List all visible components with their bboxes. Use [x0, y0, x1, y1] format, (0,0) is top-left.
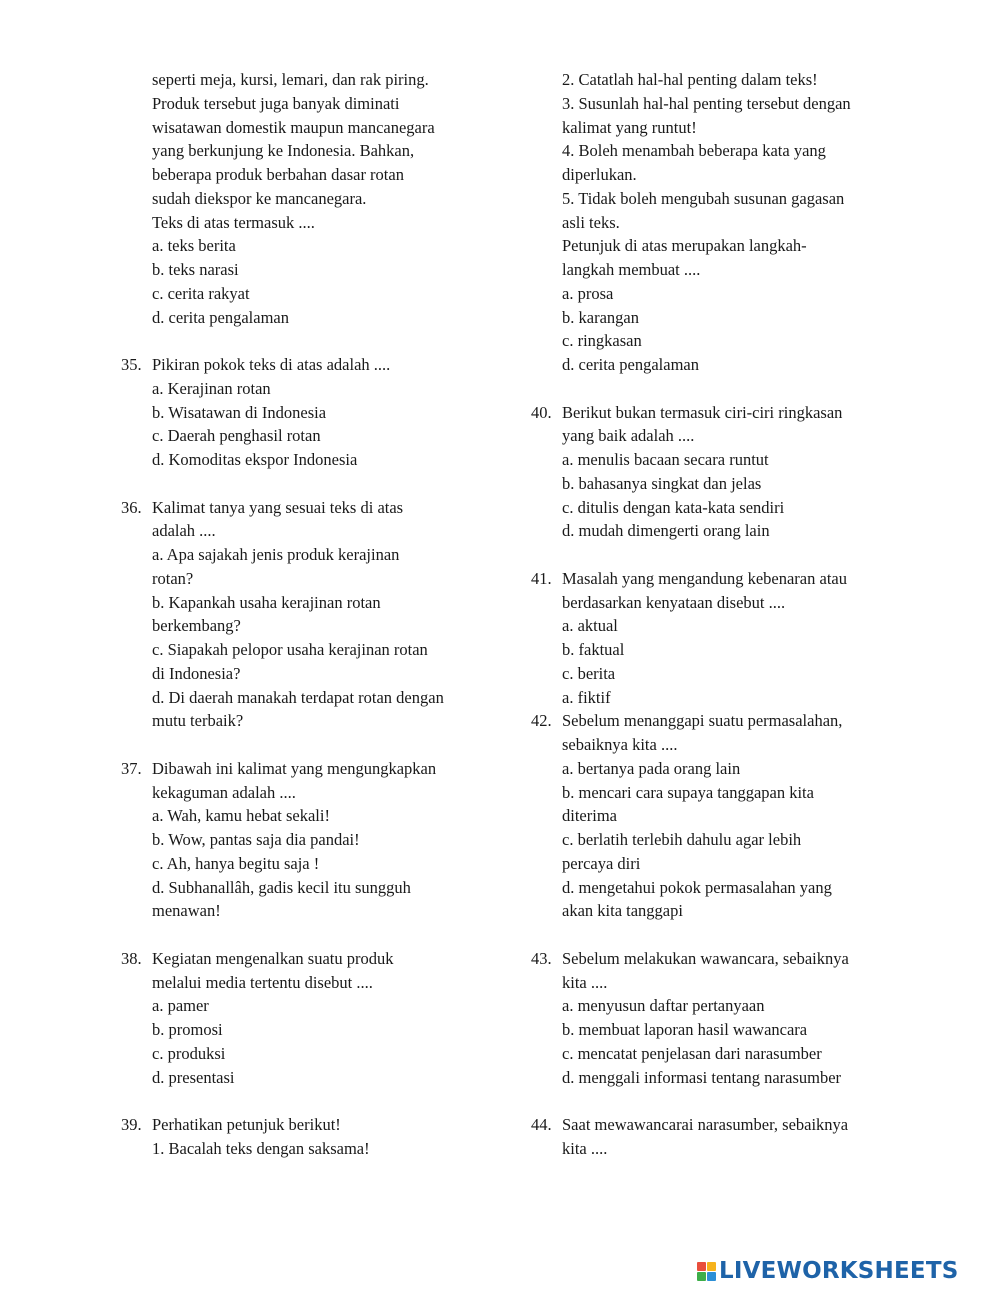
text-line: Teks di atas termasuk ....	[152, 212, 315, 232]
question-number: 35.	[121, 355, 142, 374]
question-text: Sebelum menanggapi suatu permasalahan,	[562, 711, 843, 731]
question-text-line: 1. Bacalah teks dengan saksama!	[152, 1138, 370, 1158]
question-text: Saat mewawancarai narasumber, sebaiknya	[562, 1115, 849, 1134]
question-number: 36.	[121, 497, 142, 517]
answer-option: d. menggali informasi tentang narasumber	[562, 1067, 842, 1087]
answer-option: b. karangan	[562, 307, 639, 327]
answer-option: a. pamer	[152, 996, 209, 1016]
answer-option: d. Di daerah manakah terdapat rotan dengan	[152, 687, 444, 707]
question-text: Kegiatan mengenalkan suatu produk	[152, 948, 394, 968]
question-text: Sebelum melakukan wawancara, sebaiknya	[562, 948, 849, 968]
spacer	[531, 543, 891, 567]
question-number: 38.	[121, 948, 142, 968]
question-text-line: berdasarkan kenyataan disebut ....	[562, 592, 786, 612]
question-text-line: rotan?	[152, 568, 194, 588]
question-text-line: menawan!	[152, 901, 221, 921]
left-column	[121, 68, 481, 1161]
question-text-line: melalui media tertentu disebut ....	[152, 972, 373, 992]
answer-option: d. Subhanallâh, gadis kecil itu sungguh	[152, 877, 411, 897]
text-line: langkah membuat ....	[562, 260, 701, 279]
question-text-line: mutu terbaik?	[152, 711, 244, 731]
answer-option: a. fiktif	[562, 687, 611, 707]
question-42	[531, 709, 891, 923]
spacer	[531, 377, 891, 401]
text-line: yang berkunjung ke Indonesia. Bahkan,	[152, 141, 415, 161]
answer-option: b. promosi	[152, 1020, 223, 1039]
question-text-line: diterima	[562, 806, 617, 826]
question-text-line: berkembang?	[152, 616, 241, 636]
question-stem	[121, 353, 481, 377]
text-line: 2. Catatlah hal-hal penting dalam teks!	[562, 70, 818, 89]
spacer	[121, 923, 481, 947]
text-line: diperlukan.	[562, 165, 637, 184]
question-text: Perhatikan petunjuk berikut!	[152, 1115, 341, 1134]
answer-option: c. berita	[562, 663, 616, 683]
answer-option: a. prosa	[562, 283, 614, 303]
question-text: Kalimat tanya yang sesuai teks di atas	[152, 497, 404, 517]
question-stem	[121, 757, 481, 781]
text-line: beberapa produk berbahan dasar rotan	[152, 165, 404, 184]
text-line: 5. Tidak boleh mengubah susunan gagasan	[562, 188, 845, 208]
question-stem	[121, 947, 481, 971]
answer-option: b. Wisatawan di Indonesia	[152, 402, 327, 422]
question-number: 43.	[531, 948, 552, 968]
answer-option: c. cerita rakyat	[152, 283, 250, 303]
text-line: Produk tersebut juga banyak diminati	[152, 93, 400, 113]
question-38	[121, 947, 481, 1090]
answer-option: d. presentasi	[152, 1067, 235, 1087]
answer-option: a. aktual	[562, 616, 618, 636]
question-stem	[531, 947, 891, 971]
text-line: Petunjuk di atas merupakan langkah-	[562, 236, 807, 256]
question-text-line: sebaiknya kita ....	[562, 735, 678, 754]
question-text: Dibawah ini kalimat yang mengungkapkan	[152, 758, 437, 778]
question-text: Pikiran pokok teks di atas adalah ....	[152, 355, 391, 374]
question-43	[531, 947, 891, 1090]
right-column	[531, 68, 891, 1161]
question-stem	[531, 567, 891, 591]
answer-option: a. Kerajinan rotan	[152, 378, 271, 398]
question-number: 41.	[531, 568, 552, 588]
question-text-line: di Indonesia?	[152, 663, 241, 683]
answer-option: b. Wow, pantas saja dia pandai!	[152, 830, 360, 849]
liveworksheets-logo	[697, 1257, 958, 1285]
answer-option: b. Kapankah usaha kerajinan rotan	[152, 592, 381, 612]
question-stem	[531, 401, 891, 425]
answer-option: b. membuat laporan hasil wawancara	[562, 1020, 808, 1039]
answer-option: a. menyusun daftar pertanyaan	[562, 996, 765, 1016]
spacer	[531, 923, 891, 947]
question-text-line: kekaguman adalah ....	[152, 782, 296, 802]
answer-option: a. bertanya pada orang lain	[562, 758, 741, 778]
answer-option: b. mencari cara supaya tanggapan kita	[562, 782, 814, 802]
answer-option: a. menulis bacaan secara runtut	[562, 450, 769, 469]
answer-option: d. cerita pengalaman	[562, 355, 699, 374]
answer-option: c. ringkasan	[562, 331, 642, 351]
answer-option: c. Siapakah pelopor usaha kerajinan rotan	[152, 640, 428, 659]
answer-option: d. Komoditas ekspor Indonesia	[152, 450, 358, 469]
question-text-line: yang baik adalah ....	[562, 426, 695, 446]
question-number: 44.	[531, 1115, 552, 1134]
text-line: sudah diekspor ke mancanegara.	[152, 188, 367, 208]
text-line: 4. Boleh menambah beberapa kata yang	[562, 141, 826, 161]
question-text-line: adalah ....	[152, 521, 216, 541]
question-36	[121, 496, 481, 734]
text-line: wisatawan domestik maupun mancanegara	[152, 117, 435, 137]
answer-option: c. Daerah penghasil rotan	[152, 426, 321, 446]
question-text-line: kita ....	[562, 972, 608, 992]
answer-option: b. faktual	[562, 640, 625, 659]
question-number: 42.	[531, 711, 552, 731]
question-41	[531, 567, 891, 710]
text-line: 3. Susunlah hal-hal penting tersebut dengan	[562, 93, 851, 113]
question-stem	[531, 1113, 891, 1137]
text-line: seperti meja, kursi, lemari, dan rak piring.	[152, 70, 429, 89]
text-line: asli teks.	[562, 212, 620, 232]
answer-option: c. mencatat penjelasan dari narasumber	[562, 1043, 822, 1063]
question-35	[121, 353, 481, 472]
question-39-continued	[531, 68, 891, 377]
question-text: Berikut bukan termasuk ciri-ciri ringkasan	[562, 402, 843, 422]
question-40	[531, 401, 891, 544]
question-text-line: percaya diri	[562, 853, 641, 873]
answer-option: b. teks narasi	[152, 260, 239, 279]
question-39	[121, 1113, 481, 1161]
answer-option: b. bahasanya singkat dan jelas	[562, 473, 762, 493]
answer-option: d. mengetahui pokok permasalahan yang	[562, 877, 832, 897]
answer-option: c. produksi	[152, 1043, 226, 1063]
question-text-line: kita ....	[562, 1138, 608, 1158]
spacer	[121, 733, 481, 757]
answer-option: a. Wah, kamu hebat sekali!	[152, 806, 330, 826]
question-37	[121, 757, 481, 923]
question-stem	[121, 1113, 481, 1137]
spacer	[531, 1089, 891, 1113]
answer-option: c. Ah, hanya begitu saja !	[152, 853, 320, 873]
answer-option: a. teks berita	[152, 236, 236, 256]
logo-blocks-icon	[697, 1262, 716, 1281]
question-34-continued	[121, 68, 481, 329]
logo-text: LIVEWORKSHEETS	[719, 1258, 959, 1284]
question-stem	[531, 709, 891, 733]
answer-option: d. mudah dimengerti orang lain	[562, 521, 770, 541]
question-number: 39.	[121, 1115, 142, 1134]
answer-option: d. cerita pengalaman	[152, 307, 289, 327]
question-text: Masalah yang mengandung kebenaran atau	[562, 568, 847, 588]
answer-option: c. berlatih terlebih dahulu agar lebih	[562, 830, 802, 849]
question-text-line: akan kita tanggapi	[562, 901, 683, 921]
answer-option: a. Apa sajakah jenis produk kerajinan	[152, 545, 400, 564]
text-line: kalimat yang runtut!	[562, 117, 697, 137]
answer-option: c. ditulis dengan kata-kata sendiri	[562, 497, 785, 517]
question-stem	[121, 496, 481, 520]
spacer	[121, 1089, 481, 1113]
question-44	[531, 1113, 891, 1161]
spacer	[121, 472, 481, 496]
question-number: 37.	[121, 758, 142, 778]
question-number: 40.	[531, 402, 552, 422]
spacer	[121, 329, 481, 353]
